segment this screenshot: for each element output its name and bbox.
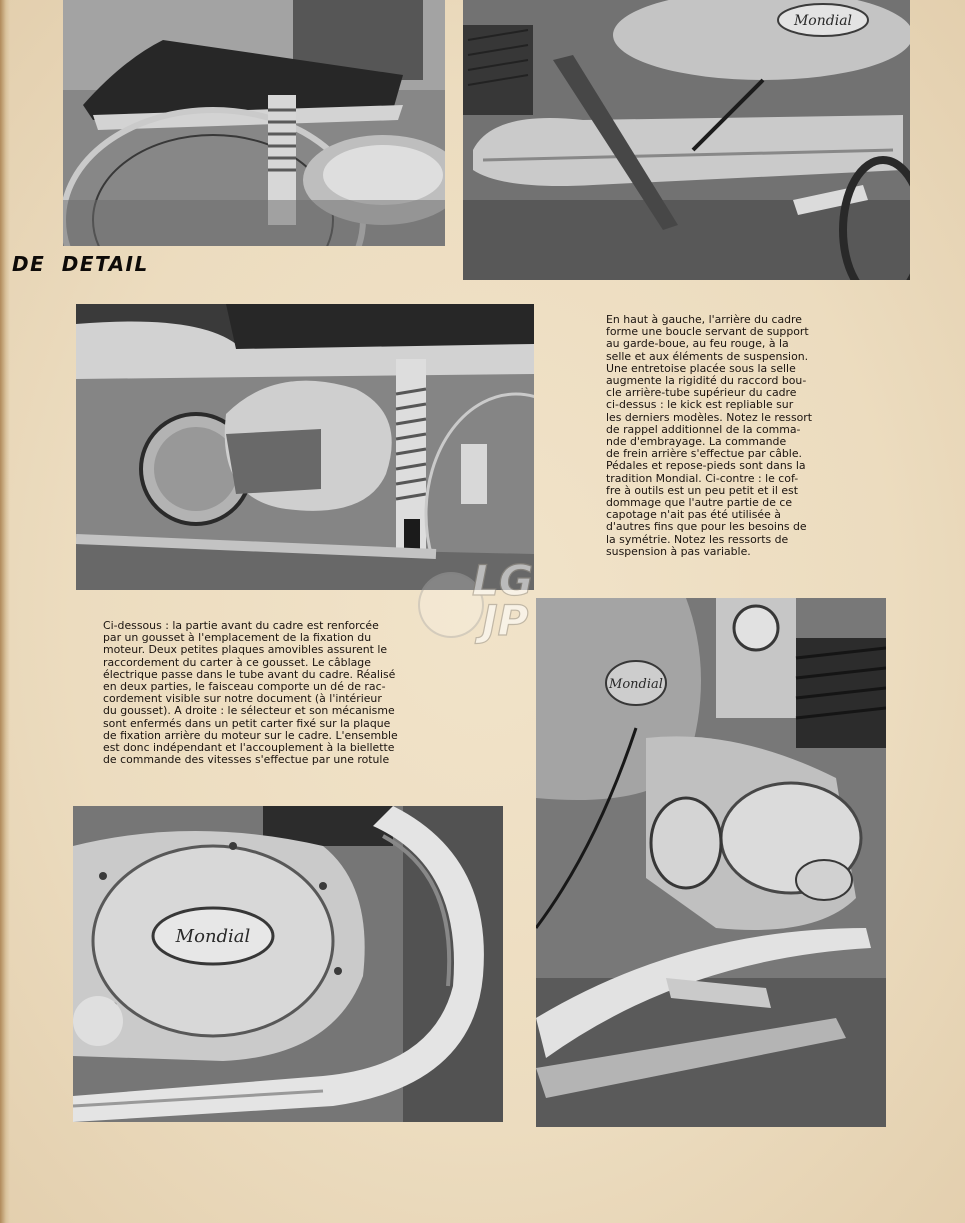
watermark-text-1: LG (472, 556, 534, 605)
caption-right-line: fre à outils est un peu petit et il est (606, 483, 798, 497)
caption-middle-line: par un gousset à l'emplacement de la fixation du (103, 631, 372, 645)
caption-right-line: la symétrie. Notez les ressorts de (606, 532, 789, 546)
caption-right-line: nde d'embrayage. La commande (606, 435, 787, 449)
caption-middle-line: de fixation arrière du moteur sur le cadre. L'ensemble (103, 728, 398, 742)
caption-middle-line: de commande des vitesses s'effectue par une rotule (103, 753, 390, 767)
caption-middle-line: sont enfermés dans un petit carter fixé sur la plaque (103, 716, 391, 730)
caption-right-line: En haut à gauche, l'arrière du cadre (606, 313, 802, 326)
section-heading: DE DETAIL (12, 252, 149, 276)
tank-badge-right-label: Mondial (609, 677, 663, 692)
caption-right-line: ci-dessus : le kick est repliable sur (606, 398, 794, 412)
tank-badge-top-label: Mondial (793, 13, 853, 29)
caption-middle (103, 620, 443, 766)
caption-middle-line: cordement visible sur notre document (à l'intérieur (103, 692, 382, 706)
photo-toolbox-suspension (76, 304, 534, 590)
page-edge (0, 0, 10, 1223)
photo-gear-selector (536, 598, 886, 1127)
photo-rear-frame-seat (63, 0, 445, 246)
caption-middle-line: raccordement du carter à ce gousset. Le câblage (103, 655, 371, 669)
photo-engine-cover (73, 806, 503, 1122)
caption-middle-line: Ci-dessous : la partie avant du cadre est renforcée (103, 619, 379, 632)
watermark-logo (400, 556, 560, 660)
caption-right-line: augmente la rigidité du raccord bou- (606, 374, 807, 388)
caption-right-line: les derniers modèles. Notez le ressort (606, 410, 813, 424)
caption-right-line: suspension à pas variable. (606, 544, 751, 558)
caption-middle-line: du gousset). A droite : le sélecteur et son mécanisme (103, 704, 395, 718)
photo-kick-starter (463, 0, 910, 280)
caption-right-line: tradition Mondial. Ci-contre : le cof- (606, 471, 799, 485)
caption-middle-line: moteur. Deux petites plaques amovibles assurent le (103, 643, 388, 657)
caption-right-line: dommage que l'autre partie de ce (606, 496, 793, 510)
caption-middle-line: en deux parties, le faisceau comporte un dé de rac- (103, 680, 386, 694)
caption-right-line: forme une boucle servant de support (606, 325, 809, 339)
caption-right (606, 314, 842, 558)
caption-middle-line: électrique passe dans le tube avant du cadre. Réalisé (103, 667, 396, 681)
caption-right-line: Pédales et repose-pieds sont dans la (606, 459, 806, 473)
caption-right-line: au garde-boue, au feu rouge, à la (606, 337, 789, 351)
caption-right-line: selle et aux éléments de suspension. (606, 349, 809, 363)
caption-right-line: cle arrière-tube supérieur du cadre (606, 386, 797, 400)
caption-right-line: de rappel additionnel de la comma- (606, 422, 801, 436)
caption-right-line: d'autres fins que pour les besoins de (606, 520, 807, 534)
caption-middle-line: est donc indépendant et l'accouplement à la biellette (103, 741, 395, 755)
watermark-text-2: JP (482, 596, 529, 645)
caption-right-line: capotage n'ait pas été utilisée à (606, 508, 781, 522)
engine-badge-label: Mondial (175, 926, 251, 947)
caption-right-line: Une entretoise placée sous la selle (606, 361, 796, 375)
caption-right-line: de frein arrière s'effectue par câble. (606, 447, 802, 461)
